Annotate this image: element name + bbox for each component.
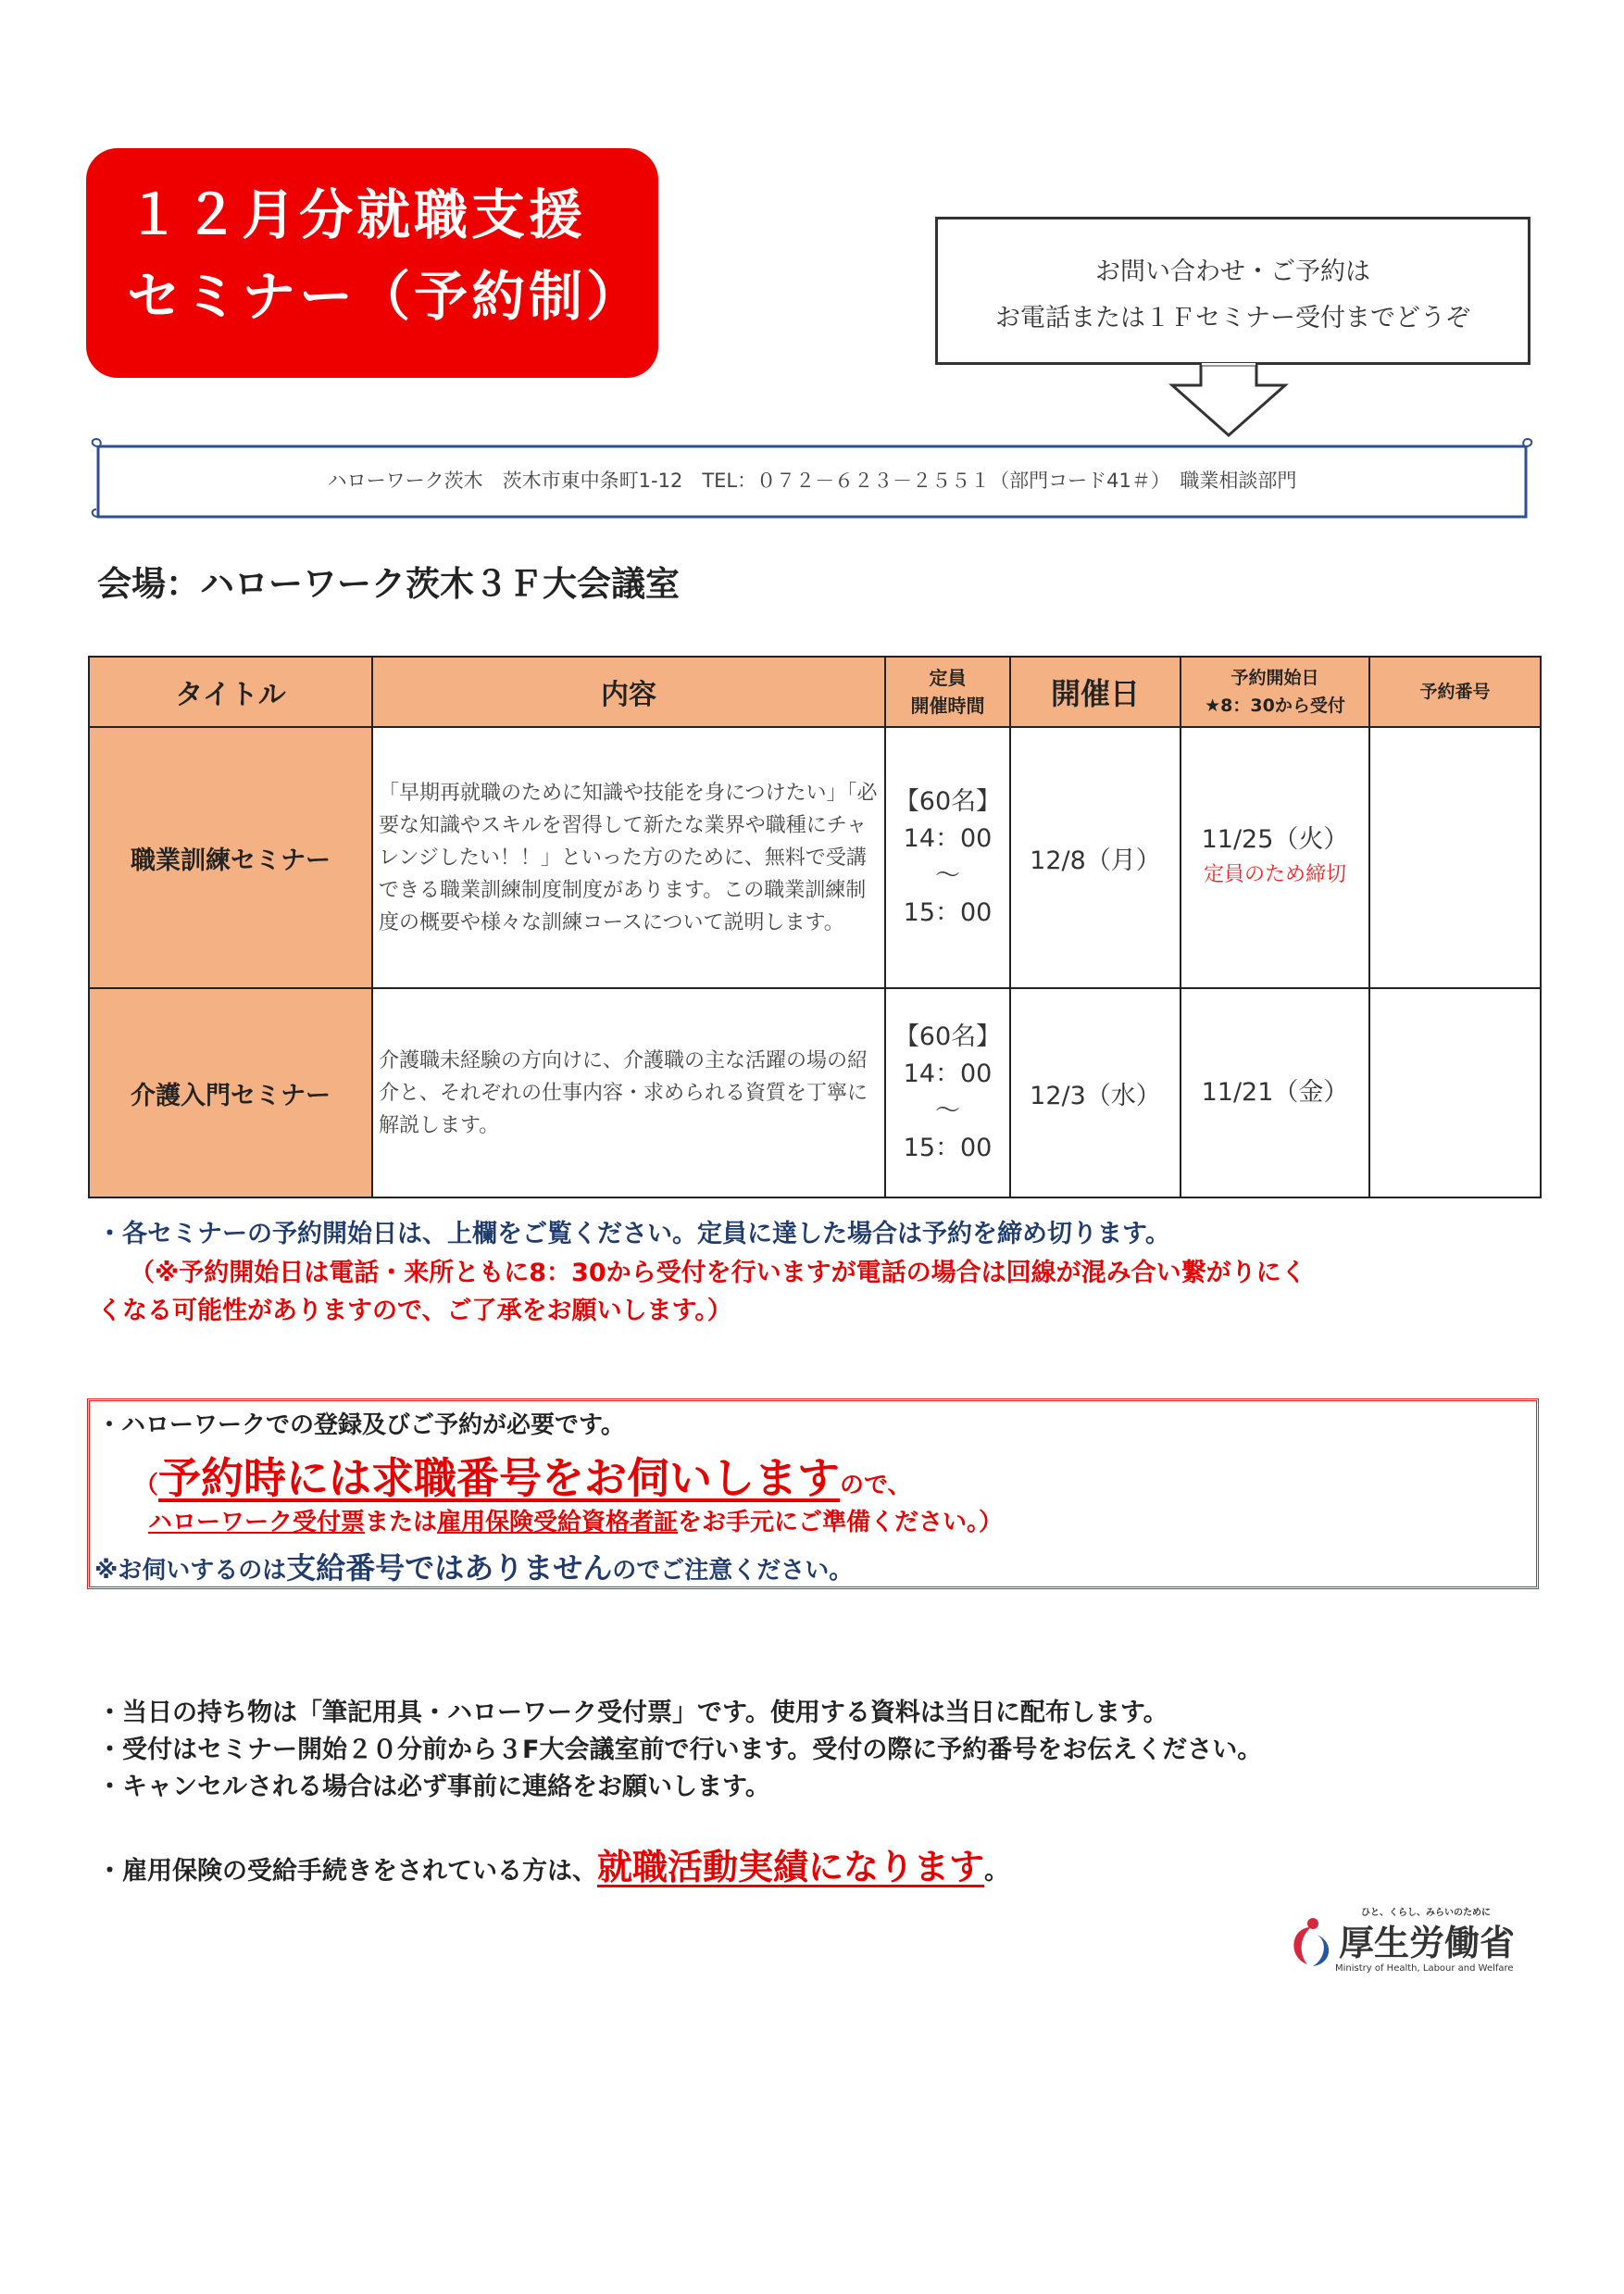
req-doc-insurance: 雇用保険受給資格者証	[437, 1509, 679, 1536]
callout-line2: お電話または１Ｆセミナー受付までどうぞ	[995, 304, 1470, 332]
req-documents	[148, 1503, 1003, 1537]
req-job-number	[134, 1445, 912, 1506]
logo-tagline: ひと、くらし、みらいのために	[1361, 1908, 1491, 1918]
header-date: 開催日	[1010, 657, 1181, 727]
req-doc-or: または	[365, 1509, 438, 1536]
row-number[interactable]	[1369, 988, 1541, 1197]
row-time-start: 14：00	[903, 1059, 993, 1088]
req-registration: ・ハローワークでの登録及びご予約が必要です。	[97, 1411, 625, 1439]
row-capacity: 【60名】	[893, 787, 1002, 816]
row-content: 介護職未経験の方向けに、介護職の主な活躍の場の紹介と、それぞれの仕事内容・求められる資質を丁寧に解説します。	[372, 988, 885, 1197]
bullet-belongings: ・当日の持ち物は「筆記用具・ハローワーク受付票」です。使用する資料は当日に配布します。	[97, 1699, 1168, 1727]
b4-tail: 。	[984, 1857, 1010, 1886]
row-time-sep: ～	[935, 1097, 960, 1125]
header-number: 予約番号	[1369, 657, 1541, 727]
row-start	[1181, 727, 1369, 988]
row-time-start: 14：00	[903, 824, 993, 853]
row-time-sep: ～	[935, 861, 960, 890]
row-title: 職業訓練セミナー	[89, 727, 372, 988]
table-header-row	[89, 657, 1541, 727]
row-number[interactable]	[1369, 727, 1541, 988]
req-open-paren: （	[134, 1472, 159, 1499]
req-doc-receipt: ハローワーク受付票	[148, 1509, 366, 1536]
venue-heading: 会場：ハローワーク茨木３Ｆ大会議室	[97, 564, 680, 604]
row-capacity: 【60名】	[893, 1022, 1002, 1051]
row-title: 介護入門セミナー	[89, 988, 372, 1197]
req-not-payment-number	[94, 1545, 853, 1587]
page-title-line2: セミナー（予約制）	[127, 265, 644, 328]
logo-english: Ministry of Health, Labour and Welfare	[1335, 1963, 1514, 1974]
header-capacity: 定員	[929, 667, 967, 689]
row-start-note: 定員のため締切	[1203, 863, 1346, 886]
req4-pre: ※お伺いするのは	[94, 1557, 287, 1585]
header-time: 開催時間	[910, 695, 985, 717]
header-start-note: ★8：30から受付	[1205, 696, 1345, 716]
header-title: タイトル	[89, 657, 372, 727]
req-doc-tail: をお手元にご準備ください。）	[678, 1509, 1004, 1536]
seminar-table	[88, 656, 1542, 1198]
req-job-number-emphasis: 予約時には求職番号をお伺いします	[158, 1453, 841, 1503]
req-job-number-tail: ので、	[840, 1472, 912, 1499]
header-content: 内容	[372, 657, 885, 727]
row-start	[1181, 988, 1369, 1197]
header-start-label: 予約開始日	[1230, 668, 1319, 688]
row-date: 12/3（水）	[1010, 988, 1181, 1197]
row-start-date: 11/21（金）	[1201, 1078, 1349, 1107]
logo-name: 厚生労働省	[1339, 1923, 1516, 1963]
table-row	[89, 988, 1541, 1197]
row-time-end: 15：00	[903, 1134, 993, 1162]
b4-pre: ・雇用保険の受給手続きをされている方は、	[97, 1857, 597, 1886]
bullet-job-activity	[97, 1838, 1009, 1889]
contact-callout	[935, 217, 1530, 365]
page-title-line1: １２月分就職支援	[127, 183, 587, 246]
table-row	[89, 727, 1541, 988]
row-time	[885, 988, 1010, 1197]
row-content: 「早期再就職のために知識や技能を身につけたい」「必要な知識やスキルを習得して新たな業界や職種にチャレンジしたい！！」といった方のために、無料で受講できる職業訓練制度制度があります。この職業訓練制度の概要や様々な訓練コースについて説明します。	[372, 727, 885, 988]
note-reservation-start: ・各セミナーの予約開始日は、上欄をご覧ください。定員に達した場合は予約を締め切ります。	[97, 1220, 1170, 1248]
header-capacity-time	[885, 657, 1010, 727]
bullet-cancel: ・キャンセルされる場合は必ず事前に連絡をお願いします。	[97, 1773, 770, 1801]
req4-tail: のでご注意ください。	[612, 1557, 854, 1585]
callout-line1: お問い合わせ・ご予約は	[1095, 257, 1370, 286]
b4-highlight: 就職活動実績になります	[597, 1847, 985, 1887]
row-start-date: 11/25（火）	[1201, 825, 1349, 854]
bullet-reception: ・受付はセミナー開始２０分前から３F大会議室前で行います。受付の際に予約番号をお伝えください。	[97, 1736, 1263, 1764]
note-phone-warning-2: くなる可能性がありますので、ご了承をお願いします。）	[97, 1297, 732, 1325]
contact-banner-text: ハローワーク茨木 茨木市東中条町1-12 TEL：０７２－６２３－２５５１（部門コード41＃） 職業相談部門	[327, 470, 1297, 492]
header-start	[1181, 657, 1369, 727]
req4-emphasis: 支給番号ではありません	[286, 1550, 613, 1586]
note-phone-warning-1: （※予約開始日は電話・来所ともに8：30から受付を行いますが電話の場合は回線が混み合い繋がりにく	[130, 1259, 1306, 1287]
title-badge	[86, 148, 658, 378]
row-time-end: 15：00	[903, 898, 993, 927]
callout-arrow-icon	[1168, 363, 1289, 439]
row-time	[885, 727, 1010, 988]
row-date: 12/8（月）	[1010, 727, 1181, 988]
